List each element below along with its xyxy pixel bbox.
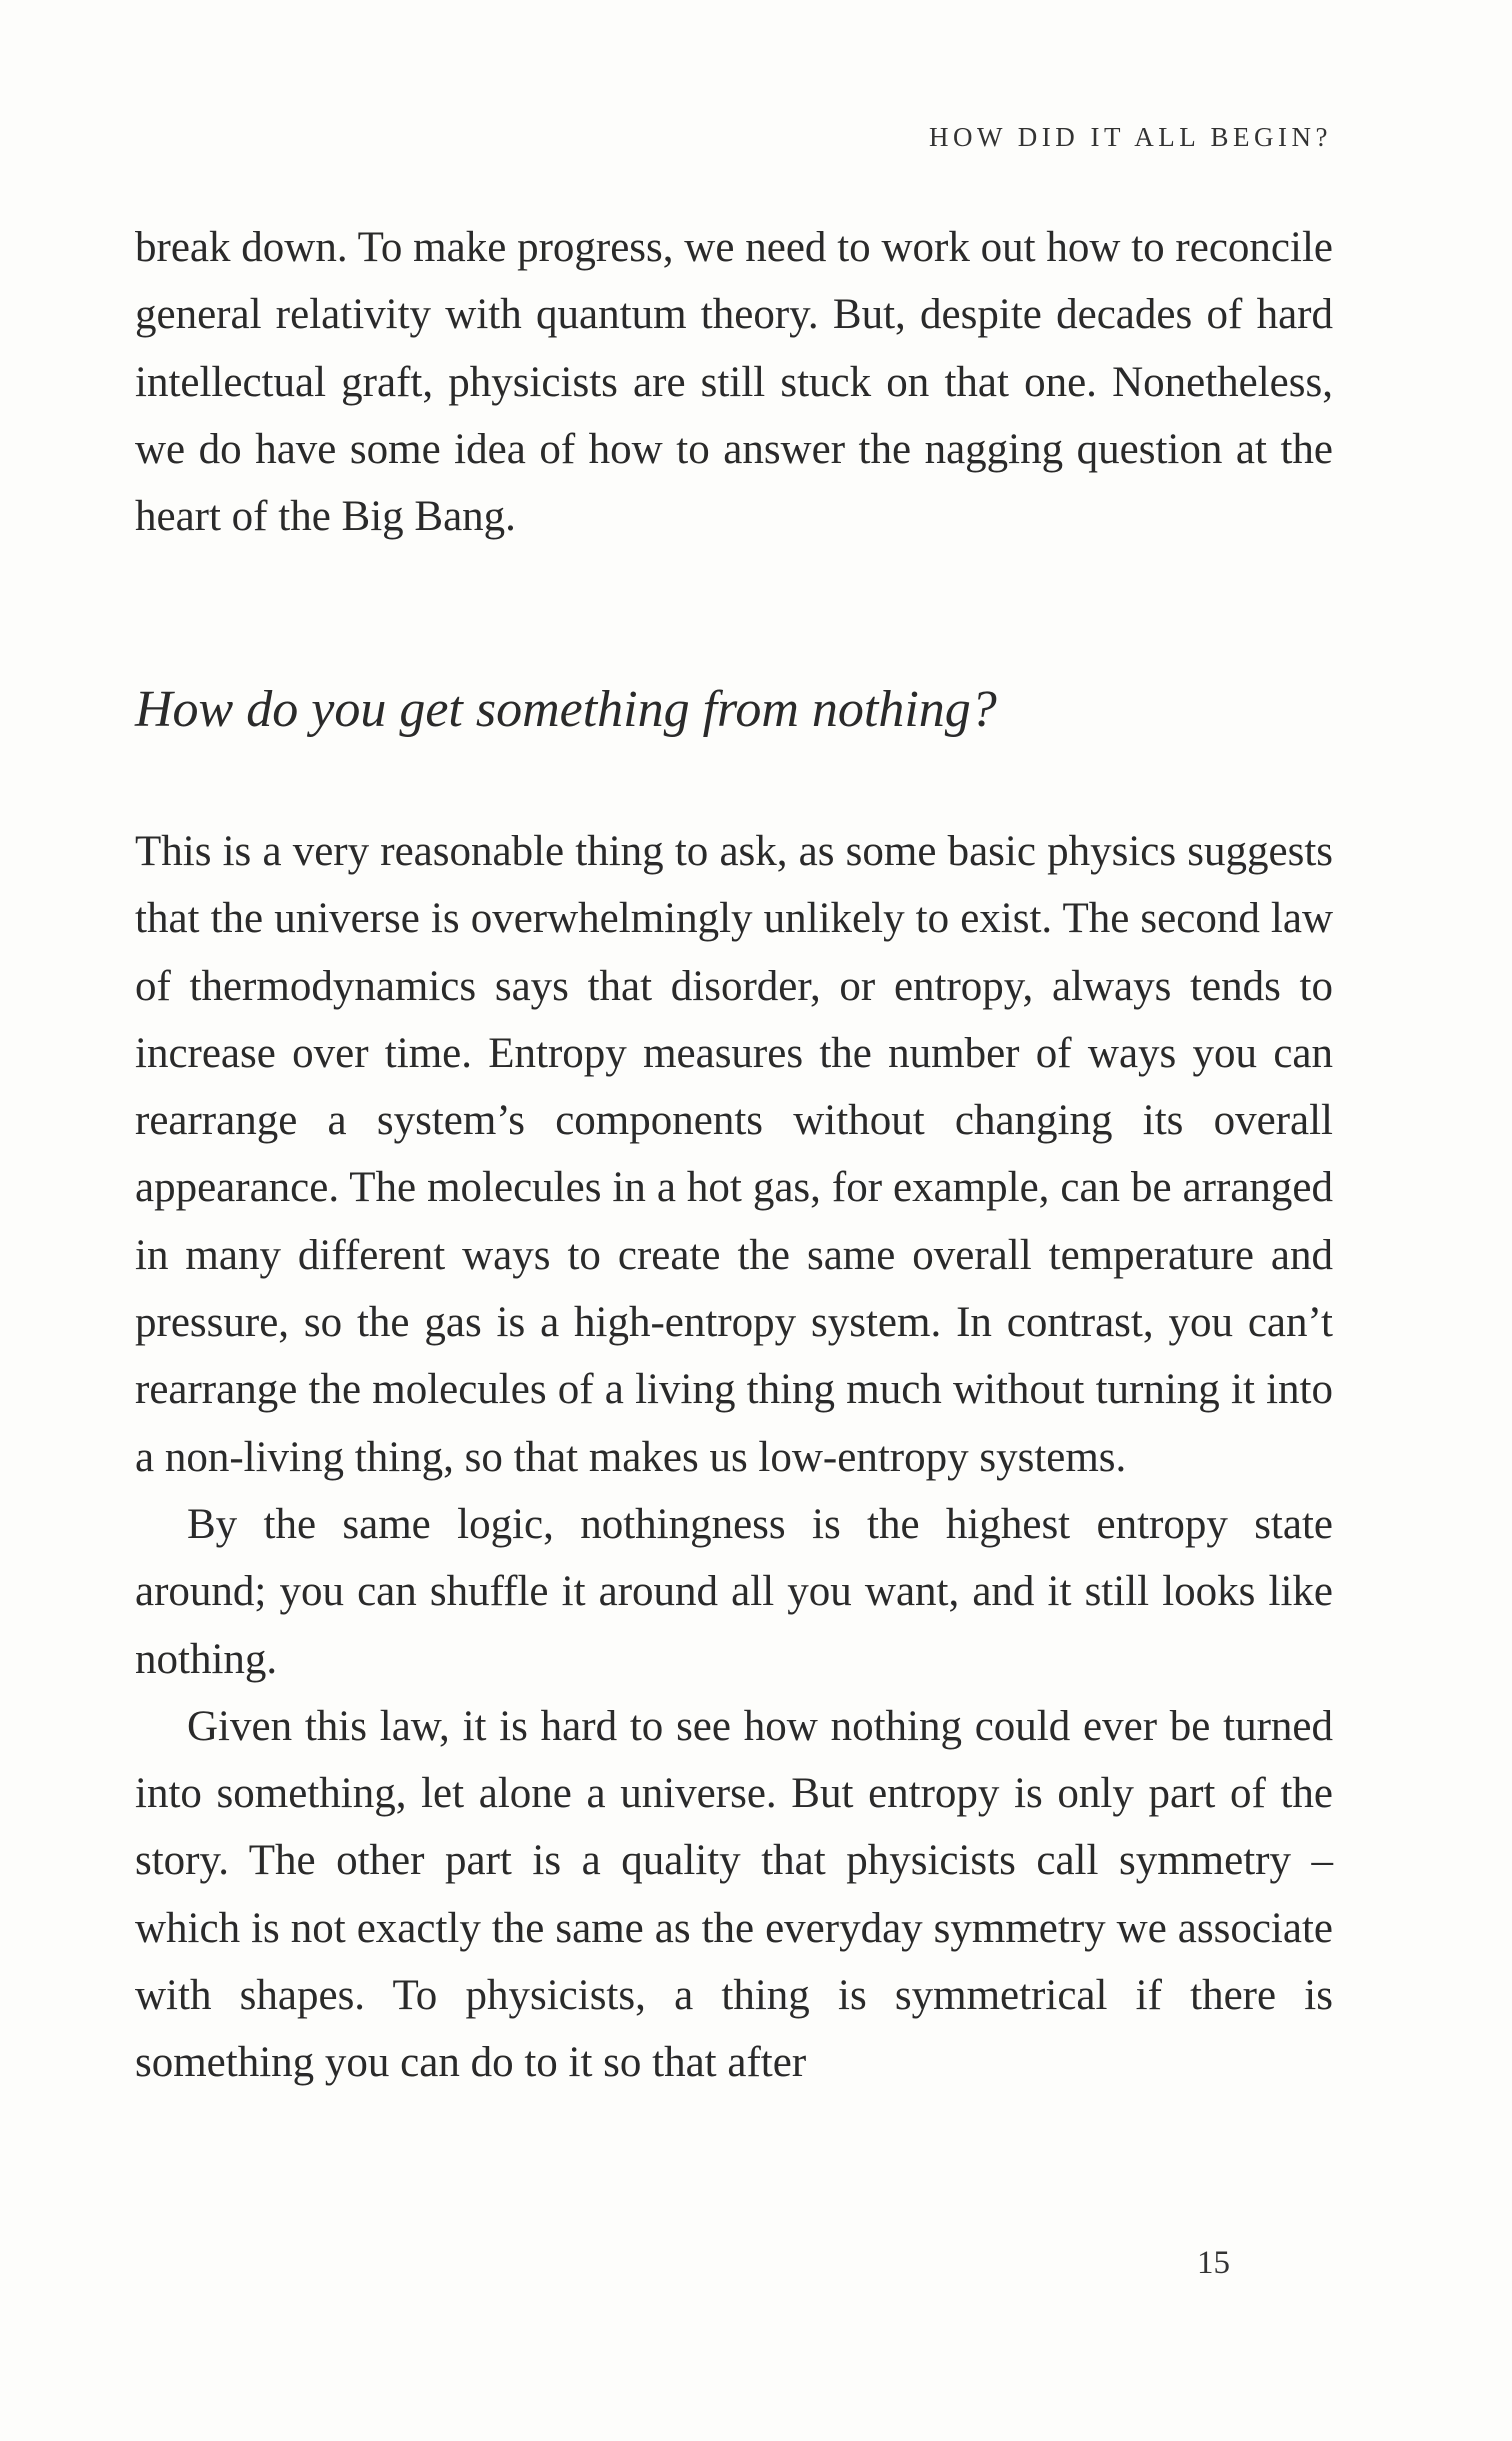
running-head: HOW DID IT ALL BEGIN?: [929, 122, 1332, 152]
paragraph: By the same logic, nothingness is the highest entropy state around; you can shuffle it around all you want, and it still looks like nothing.: [135, 1500, 1333, 1683]
opening-paragraph-block: [135, 214, 1333, 550]
section-body: [135, 818, 1333, 2097]
paragraph: This is a very reasonable thing to ask, as some basic physics suggests that the universe is overwhelmingly unlikely to exist. The second law of thermodynamics says that disorder, or entropy, always tends to increase over time. Entropy measures the number of ways you can rearrange a system’s components without changing its overall appearance. The molecules in a hot gas, for example, can be arranged in many different ways to create the same overall temperature and pressure, so the gas is a high-entropy system. In contrast, you can’t rearrange the molecules of a living thing much without turning it into a non-living thing, so that makes us low-entropy systems.: [135, 828, 1333, 1481]
section-heading: How do you get something from nothing?: [135, 681, 997, 738]
paragraph: Given this law, it is hard to see how nothing could ever be turned into something, let alone a universe. But entropy is only part of the story. The other part is a quality that physicists call symmetry – which is not exactly the same as the everyday symmetry we associate with shapes. To physicists, a thing is symmetrical if there is something you can do to it so that after: [135, 1702, 1333, 2087]
paragraph: break down. To make progress, we need to work out how to reconcile general relativity with quantum theory. But, despite decades of hard intellectual graft, physicists are still stuck on that one. Nonetheless, we do have some idea of how to answer the nagging question at the heart of the Big Bang.: [135, 224, 1333, 541]
page-number: 15: [1197, 2245, 1230, 2281]
